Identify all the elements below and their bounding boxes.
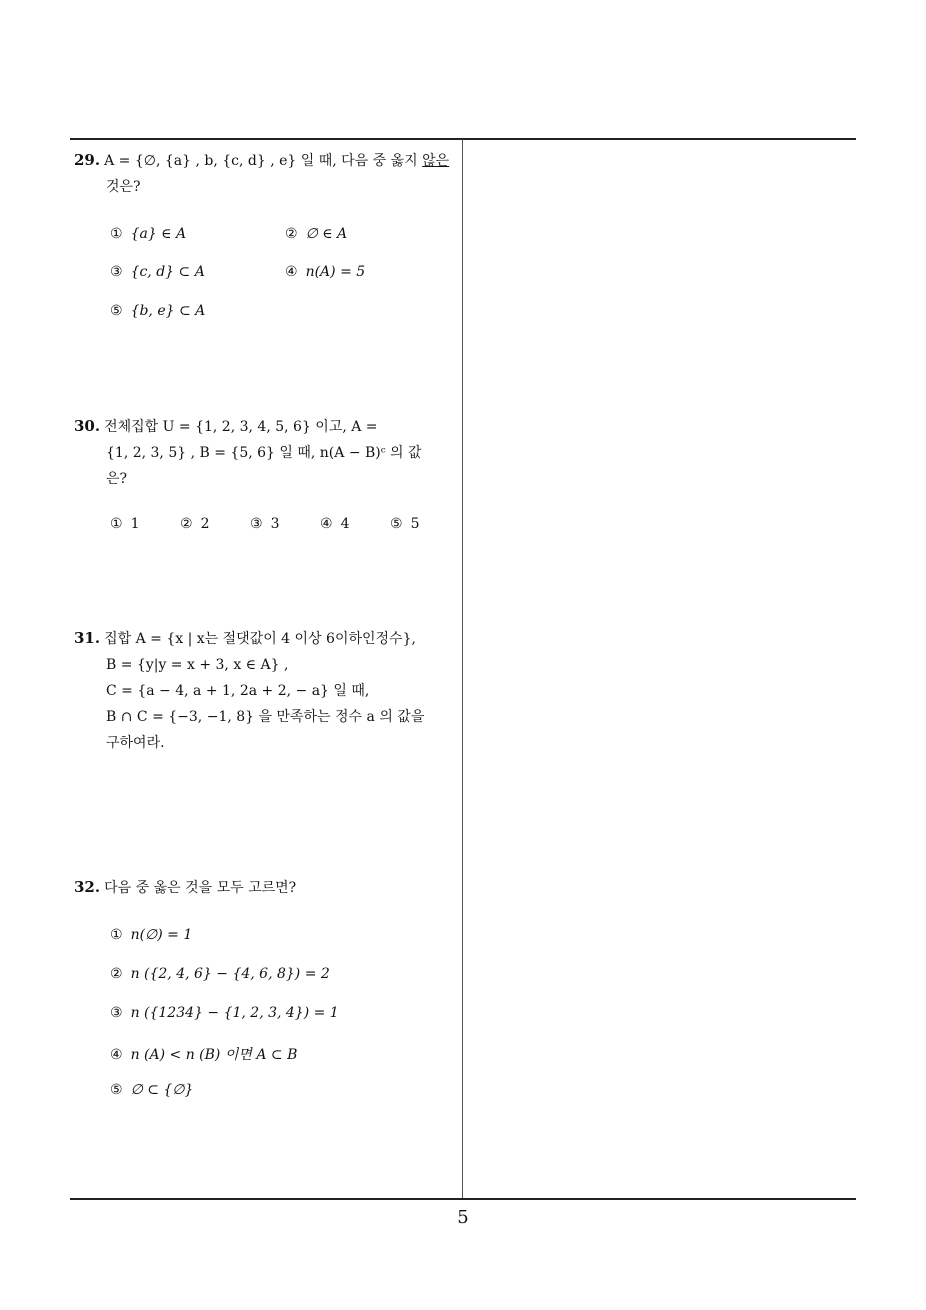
question-31-text: 집합 A = {x | x는 절댓값이 4 이상 6이하인정수},: [104, 631, 416, 647]
choice-text: 1: [130, 516, 140, 532]
choice-32-4[interactable]: [110, 1044, 297, 1064]
question-32: [74, 874, 456, 901]
choice-text: ∅ ⊂ {∅}: [130, 1082, 194, 1098]
question-31-line-3: C = {a − 4, a + 1, 2a + 2, − a} 일 때,: [106, 683, 370, 699]
choice-29-1[interactable]: [110, 226, 186, 242]
choice-32-5[interactable]: [110, 1082, 193, 1098]
choice-mark: ⑤: [390, 516, 403, 532]
choice-text: n ({1234} − {1, 2, 3, 4}) = 1: [130, 1005, 339, 1021]
question-29-text: A = {∅, {a} , b, {c, d} , e} 일 때, 다음 중 옳지: [104, 153, 423, 169]
top-rule: [70, 138, 856, 140]
choice-text: n(A) = 5: [305, 264, 366, 280]
question-31-line-2: B = {y|y = x + 3, x ∈ A} ,: [106, 657, 289, 673]
choice-mark: ④: [110, 1047, 123, 1063]
choice-mark: ③: [110, 1005, 123, 1021]
question-30-line-1: [74, 413, 456, 440]
choice-mark: ③: [250, 516, 263, 532]
question-29-line-1: [74, 147, 456, 174]
column-divider: [462, 139, 463, 1199]
question-32-line-1: [74, 874, 456, 901]
question-29: [74, 147, 456, 200]
choice-text: n(∅) = 1: [130, 927, 193, 943]
choice-mark: ②: [110, 966, 123, 982]
choice-30-3[interactable]: [250, 516, 279, 532]
question-32-text: 다음 중 옳은 것을 모두 고르면?: [104, 880, 297, 896]
choice-30-4[interactable]: [320, 516, 349, 532]
question-31-line-5: 구하여라.: [106, 735, 165, 751]
choice-mark: ②: [180, 516, 193, 532]
choice-29-3[interactable]: [110, 264, 205, 280]
choice-mark: ④: [285, 264, 298, 280]
choice-text: ∅ ∈ A: [305, 226, 348, 242]
choice-32-1[interactable]: [110, 927, 192, 943]
choice-mark: ⑤: [110, 1082, 123, 1098]
choice-30-5[interactable]: [390, 516, 419, 532]
underlined-word: 않은: [422, 153, 450, 169]
choice-mark: ③: [110, 264, 123, 280]
choice-text: 4: [340, 516, 350, 532]
choice-mark: ①: [110, 516, 123, 532]
bottom-rule: [70, 1198, 856, 1200]
choice-text: {a} ∈ A: [130, 226, 187, 242]
question-30-line-3: 은?: [106, 471, 128, 487]
choice-mark: ①: [110, 226, 123, 242]
question-31: [74, 625, 456, 756]
question-29-line-2: 것은?: [106, 179, 141, 195]
choice-text: {c, d} ⊂ A: [130, 264, 205, 280]
choice-mark: ④: [320, 516, 333, 532]
choice-32-3[interactable]: [110, 1005, 339, 1021]
choice-mark: ⑤: [110, 303, 123, 319]
question-31-line-4: B ∩ C = {−3, −1, 8} 을 만족하는 정수 a 의 값을: [106, 709, 425, 725]
choice-mark: ①: [110, 927, 123, 943]
question-number: 31.: [74, 629, 101, 647]
choice-text: 5: [410, 516, 420, 532]
choice-29-2[interactable]: [285, 226, 347, 242]
choice-text: {b, e} ⊂ A: [130, 303, 206, 319]
question-number: 30.: [74, 417, 101, 435]
choice-29-4[interactable]: [285, 264, 365, 280]
question-number: 32.: [74, 878, 101, 896]
choice-29-5[interactable]: [110, 303, 205, 319]
question-31-line-1: [74, 625, 456, 652]
choice-30-2[interactable]: [180, 516, 209, 532]
choice-text: n (A) < n (B) 이면 A ⊂ B: [130, 1047, 298, 1063]
choice-32-2[interactable]: [110, 966, 330, 982]
question-30-text: 전체집합 U = {1, 2, 3, 4, 5, 6} 이고, A =: [104, 419, 378, 435]
choice-30-1[interactable]: [110, 516, 139, 532]
question-number: 29.: [74, 151, 101, 169]
choice-text: n ({2, 4, 6} − {4, 6, 8}) = 2: [130, 966, 330, 982]
choice-text: 2: [200, 516, 210, 532]
page-number: 5: [457, 1207, 469, 1228]
question-30: [74, 413, 456, 492]
choice-mark: ②: [285, 226, 298, 242]
choice-text: 3: [270, 516, 280, 532]
question-30-line-2: {1, 2, 3, 5} , B = {5, 6} 일 때, n(A − B)ᶜ 의 값: [106, 445, 422, 461]
